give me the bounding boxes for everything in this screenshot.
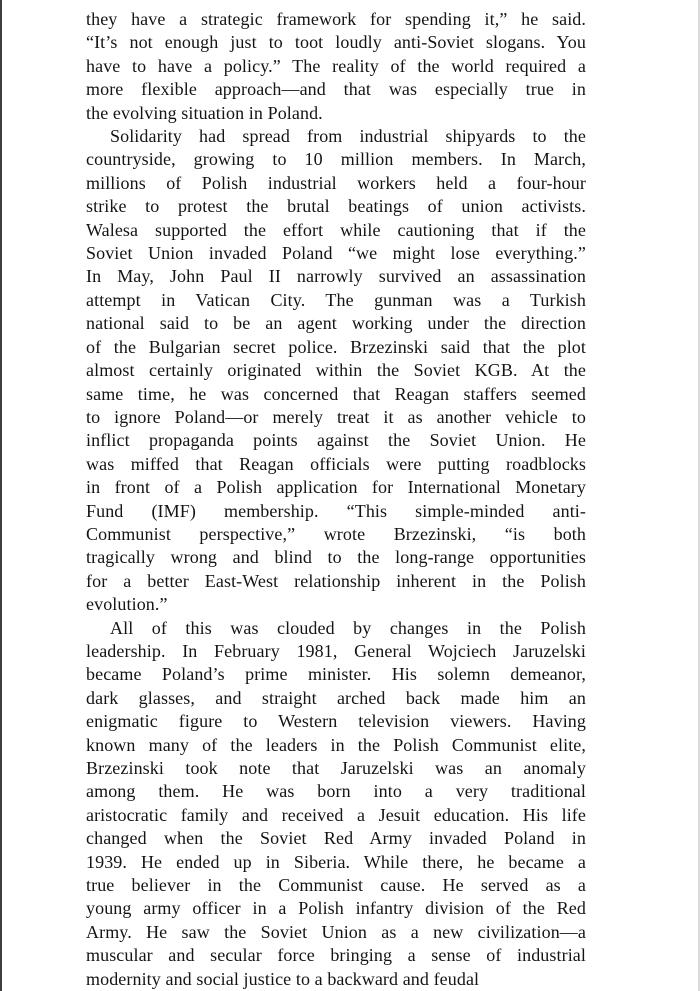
text-line: same time, he was concerned that Reagan staffers seemed xyxy=(86,383,586,404)
text-line: was miffed that Reagan officials were putting roadblocks xyxy=(86,453,586,474)
text-line: evolution.” xyxy=(86,594,168,615)
text-line: modernity and social justice to a backward and feudal xyxy=(86,968,480,989)
text-line: dark glasses, and straight arched back made him an xyxy=(86,687,586,708)
text-line: Solidarity had spread from industrial shipyards to the xyxy=(110,126,586,147)
text-line: among them. He was born into a very traditional xyxy=(86,781,586,802)
text-line: in front of a Polish application for International Monetary xyxy=(86,477,586,498)
text-line: they have a strategic framework for spending it,” he said. xyxy=(86,9,586,29)
text-line: leadership. In February 1981, General Wojciech Jaruzelski xyxy=(86,640,586,661)
text-line: known many of the leaders in the Polish Communist elite, xyxy=(86,734,586,755)
text-line: Soviet Union invaded Poland “we might lose everything.” xyxy=(86,243,586,264)
text-line: national said to be an agent working under the direction xyxy=(86,313,586,334)
text-line: for a better East-West relationship inherent in the Polish xyxy=(86,570,586,591)
text-line: “It’s not enough just to toot loudly anti-Soviet slogans. You xyxy=(86,32,586,53)
text-line: Fund (IMF) membership. “This simple-minded anti- xyxy=(86,500,586,521)
text-line: inflict propaganda points against the Soviet Union. He xyxy=(86,430,586,451)
page-text xyxy=(86,8,586,991)
text-line: countryside, growing to 10 million members. In March, xyxy=(86,149,586,170)
text-line: Communist perspective,” wrote Brzezinski, “is both xyxy=(86,523,586,544)
text-line: tragically wrong and blind to the long-range opportunities xyxy=(86,547,586,568)
text-line: almost certainly originated within the Soviet KGB. At the xyxy=(86,360,586,381)
text-line: have to have a policy.” The reality of the world required a xyxy=(86,55,586,76)
text-line: 1939. He ended up in Siberia. While there, he became a xyxy=(86,851,586,872)
text-line: muscular and secular force bringing a sense of industrial xyxy=(86,945,586,966)
text-line: All of this was clouded by changes in the Polish xyxy=(110,617,586,638)
text-line: In May, John Paul II narrowly survived an assassination xyxy=(86,266,586,287)
text-line: the evolving situation in Poland. xyxy=(86,102,323,123)
text-line: attempt in Vatican City. The gunman was a Turkish xyxy=(86,289,586,310)
page-left-border xyxy=(0,0,2,991)
text-line: Army. He saw the Soviet Union as a new civilization—a xyxy=(86,921,586,942)
text-line: young army officer in a Polish infantry division of the Red xyxy=(86,898,586,919)
text-line: Walesa supported the effort while cautioning that if the xyxy=(86,219,586,240)
text-line: of the Bulgarian secret police. Brzezinski said that the plot xyxy=(86,336,586,357)
text-line: strike to protest the brutal beatings of union activists. xyxy=(86,196,586,217)
text-line: enigmatic figure to Western television viewers. Having xyxy=(86,711,586,732)
text-line: to ignore Poland—or merely treat it as another vehicle to xyxy=(86,406,586,427)
paragraph xyxy=(86,617,586,991)
text-line: more flexible approach—and that was especially true in xyxy=(86,79,586,100)
text-line: true believer in the Communist cause. He served as a xyxy=(86,875,586,896)
text-line: aristocratic family and received a Jesuit education. His life xyxy=(86,804,586,825)
text-line: millions of Polish industrial workers held a four-hour xyxy=(86,172,586,193)
paragraph xyxy=(86,125,586,617)
text-line: changed when the Soviet Red Army invaded Poland in xyxy=(86,828,586,849)
paragraph xyxy=(86,8,586,125)
text-line: Brzezinski took note that Jaruzelski was an anomaly xyxy=(86,758,586,778)
text-line: became Poland’s prime minister. His solemn demeanor, xyxy=(86,664,586,685)
